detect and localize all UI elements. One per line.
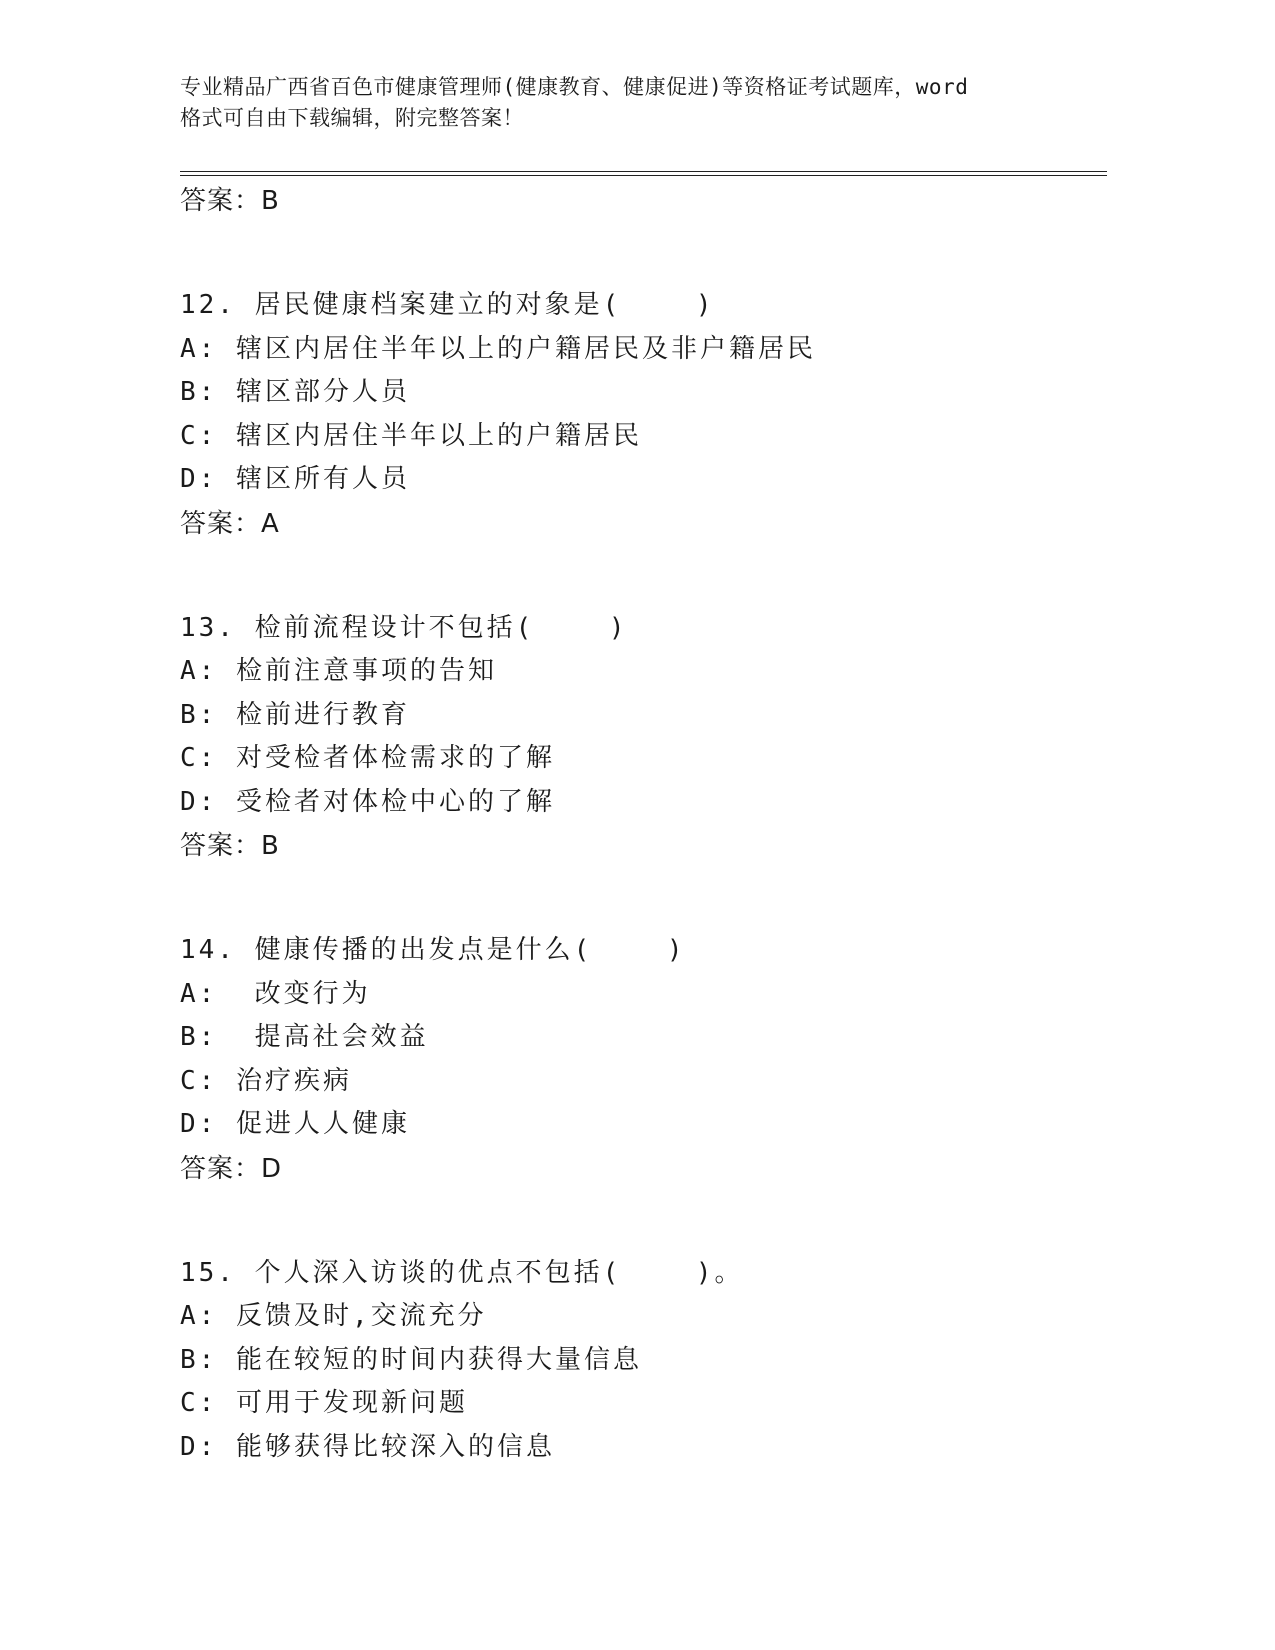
- option-b: B: 辖区部分人员: [180, 377, 410, 407]
- option-a: A: 改变行为: [180, 978, 371, 1009]
- question-block: [180, 1252, 1107, 1470]
- question-block: [180, 607, 1107, 869]
- question-stem: 13. 检前流程设计不包括( ): [180, 612, 628, 643]
- option-d: D: 辖区所有人员: [180, 464, 410, 494]
- option-c: C: 治疗疾病: [180, 1065, 352, 1096]
- header-line-1: 专业精品广西省百色市健康管理师(健康教育、健康促进)等资格证考试题库，word: [180, 75, 969, 99]
- option-d: D: 受检者对体检中心的了解: [180, 786, 555, 817]
- option-d: D: 能够获得比较深入的信息: [180, 1431, 555, 1462]
- question-stem: 12. 居民健康档案建立的对象是( ): [180, 290, 715, 320]
- answer-line: 答案：B: [180, 831, 280, 861]
- option-b: B: 检前进行教育: [180, 699, 410, 730]
- question-stem: 14. 健康传播的出发点是什么( ): [180, 935, 686, 965]
- question-block: [180, 929, 1107, 1191]
- page-header: [180, 72, 1060, 134]
- option-b: B: 提高社会效益: [180, 1022, 429, 1052]
- question-stem: 15. 个人深入访谈的优点不包括( )。: [180, 1257, 744, 1288]
- question-list: [180, 179, 1107, 1469]
- header-line-2: 格式可自由下载编辑，附完整答案！: [180, 106, 524, 130]
- question-block: [180, 284, 1107, 546]
- option-a: A: 辖区内居住半年以上的户籍居民及非户籍居民: [180, 333, 816, 364]
- option-b: B: 能在较短的时间内获得大量信息: [180, 1344, 642, 1375]
- option-d: D: 促进人人健康: [180, 1109, 410, 1139]
- option-c: C: 辖区内居住半年以上的户籍居民: [180, 420, 642, 451]
- answer-line: 答案：A: [180, 508, 280, 539]
- answer-line: 答案：B: [180, 186, 280, 216]
- option-a: A: 反馈及时,交流充分: [180, 1301, 487, 1331]
- option-c: C: 可用于发现新问题: [180, 1388, 468, 1418]
- answer-line: 答案：D: [180, 1153, 283, 1184]
- header-divider: [180, 171, 1107, 176]
- option-c: C: 对受检者体检需求的了解: [180, 743, 555, 773]
- option-a: A: 检前注意事项的告知: [180, 656, 497, 686]
